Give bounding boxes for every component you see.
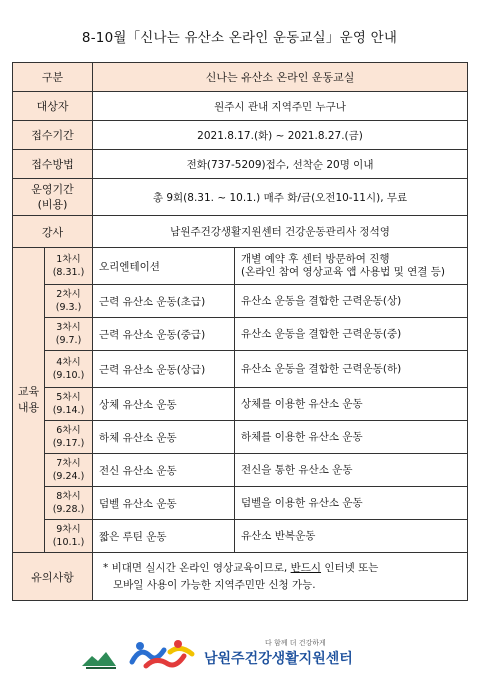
session-number — [45, 520, 93, 553]
session-row — [13, 285, 468, 318]
mountain-icon — [82, 652, 116, 666]
session-topic: 근력 유산소 운동(상급) — [93, 351, 235, 388]
session-num: 9차시 — [56, 524, 81, 535]
session-date: (10.1.) — [52, 537, 85, 548]
session-row — [13, 454, 468, 487]
session-number — [45, 351, 93, 388]
notes-text — [93, 553, 468, 601]
method-value: 전화(737-5209)접수, 선착순 20명 이내 — [93, 150, 468, 179]
page-title: 8-10월「신나는 유산소 온라인 운동교실」운영 안내 — [81, 30, 398, 46]
session-num: 4차시 — [56, 357, 81, 368]
session-date: (9.14.) — [52, 405, 85, 416]
session-detail-line2: (온라인 참여 영상교육 앱 사용법 및 연결 등) — [241, 266, 446, 278]
center-logo — [80, 636, 410, 672]
operation-label-line2: (비용) — [37, 198, 68, 211]
session-date: (9.7.) — [55, 335, 82, 346]
session-number — [45, 487, 93, 520]
session-row — [13, 421, 468, 454]
session-date: (9.28.) — [52, 504, 85, 515]
category-label: 구분 — [13, 63, 93, 92]
instructor-value: 남원주건강생활지원센터 건강운동관리사 정석영 — [93, 216, 468, 248]
session-num: 3차시 — [56, 322, 81, 333]
session-detail: 덤벨을 이용한 유산소 운동 — [235, 487, 468, 520]
row-target — [13, 92, 468, 121]
session-row — [13, 351, 468, 388]
target-value: 원주시 관내 지역주민 누구나 — [93, 92, 468, 121]
session-number — [45, 285, 93, 318]
notes-line2: 모바일 사용이 가능한 지역주민만 신청 가능. — [113, 578, 316, 591]
row-operation — [13, 179, 468, 216]
row-period — [13, 121, 468, 150]
session-topic: 상체 유산소 운동 — [93, 388, 235, 421]
row-method — [13, 150, 468, 179]
notes-line1 — [103, 560, 457, 577]
session-num: 6차시 — [56, 425, 81, 436]
session-row — [13, 487, 468, 520]
notes-line1-end: 인터넷 또는 — [321, 561, 379, 574]
session-topic: 오리엔테이션 — [93, 248, 235, 285]
session-num: 2차시 — [56, 289, 81, 300]
session-num: 8차시 — [56, 491, 81, 502]
session-row — [13, 520, 468, 553]
session-row — [13, 248, 468, 285]
session-topic: 근력 유산소 운동(초급) — [93, 285, 235, 318]
session-num: 1차시 — [56, 254, 81, 265]
footer-logo — [80, 636, 410, 672]
session-row — [13, 388, 468, 421]
footer-center-name: 남원주건강생활지원센터 — [204, 651, 353, 667]
session-topic: 덤벨 유산소 운동 — [93, 487, 235, 520]
session-detail: 전신을 통한 유산소 운동 — [235, 454, 468, 487]
category-value: 신나는 유산소 온라인 운동교실 — [93, 63, 468, 92]
session-topic: 하체 유산소 운동 — [93, 421, 235, 454]
period-label: 접수기간 — [13, 121, 93, 150]
education-label-line2: 내용 — [17, 401, 40, 414]
session-topic: 근력 유산소 운동(중급) — [93, 318, 235, 351]
session-detail-line1: 개별 예약 후 센터 방문하여 진행 — [241, 253, 390, 265]
education-label — [13, 248, 45, 553]
notes-line1-start: * 비대면 실시간 온라인 영상교육이므로, — [103, 561, 291, 574]
row-instructor — [13, 216, 468, 248]
session-date: (8.31.) — [52, 267, 85, 278]
target-label: 대상자 — [13, 92, 93, 121]
session-number — [45, 318, 93, 351]
operation-label — [13, 179, 93, 216]
row-category — [13, 63, 468, 92]
program-info-table — [12, 62, 468, 601]
session-number — [45, 454, 93, 487]
session-detail: 상체를 이용한 유산소 운동 — [235, 388, 468, 421]
session-topic: 짧은 루틴 운동 — [93, 520, 235, 553]
session-number — [45, 421, 93, 454]
operation-value: 총 9회(8.31. ~ 10.1.) 매주 화/금(오전10-11시), 무료 — [93, 179, 468, 216]
operation-label-line1: 운영기간 — [31, 183, 74, 196]
session-date: (9.10.) — [52, 370, 85, 381]
session-topic: 전신 유산소 운동 — [93, 454, 235, 487]
session-row — [13, 318, 468, 351]
session-date: (9.3.) — [55, 302, 82, 313]
session-detail: 유산소 운동을 결합한 근력운동(중) — [235, 318, 468, 351]
session-number — [45, 248, 93, 285]
period-value: 2021.8.17.(화) ~ 2021.8.27.(금) — [93, 121, 468, 150]
session-date: (9.24.) — [52, 471, 85, 482]
session-detail: 유산소 반복운동 — [235, 520, 468, 553]
row-notes — [13, 553, 468, 601]
notes-emphasis: 반드시 — [290, 561, 322, 574]
session-detail: 유산소 운동을 결합한 근력운동(상) — [235, 285, 468, 318]
instructor-label: 강사 — [13, 216, 93, 248]
session-number — [45, 388, 93, 421]
education-label-line1: 교육 — [17, 385, 40, 398]
session-num: 5차시 — [56, 392, 81, 403]
session-date: (9.17.) — [52, 438, 85, 449]
session-num: 7차시 — [56, 458, 81, 469]
notes-label: 유의사항 — [13, 553, 93, 601]
footer-slogan: 다 함께 더 건강하게 — [265, 639, 326, 647]
session-detail: 하체를 이용한 유산소 운동 — [235, 421, 468, 454]
method-label: 접수방법 — [13, 150, 93, 179]
session-detail: 유산소 운동을 결합한 근력운동(하) — [235, 351, 468, 388]
session-detail — [235, 248, 468, 285]
